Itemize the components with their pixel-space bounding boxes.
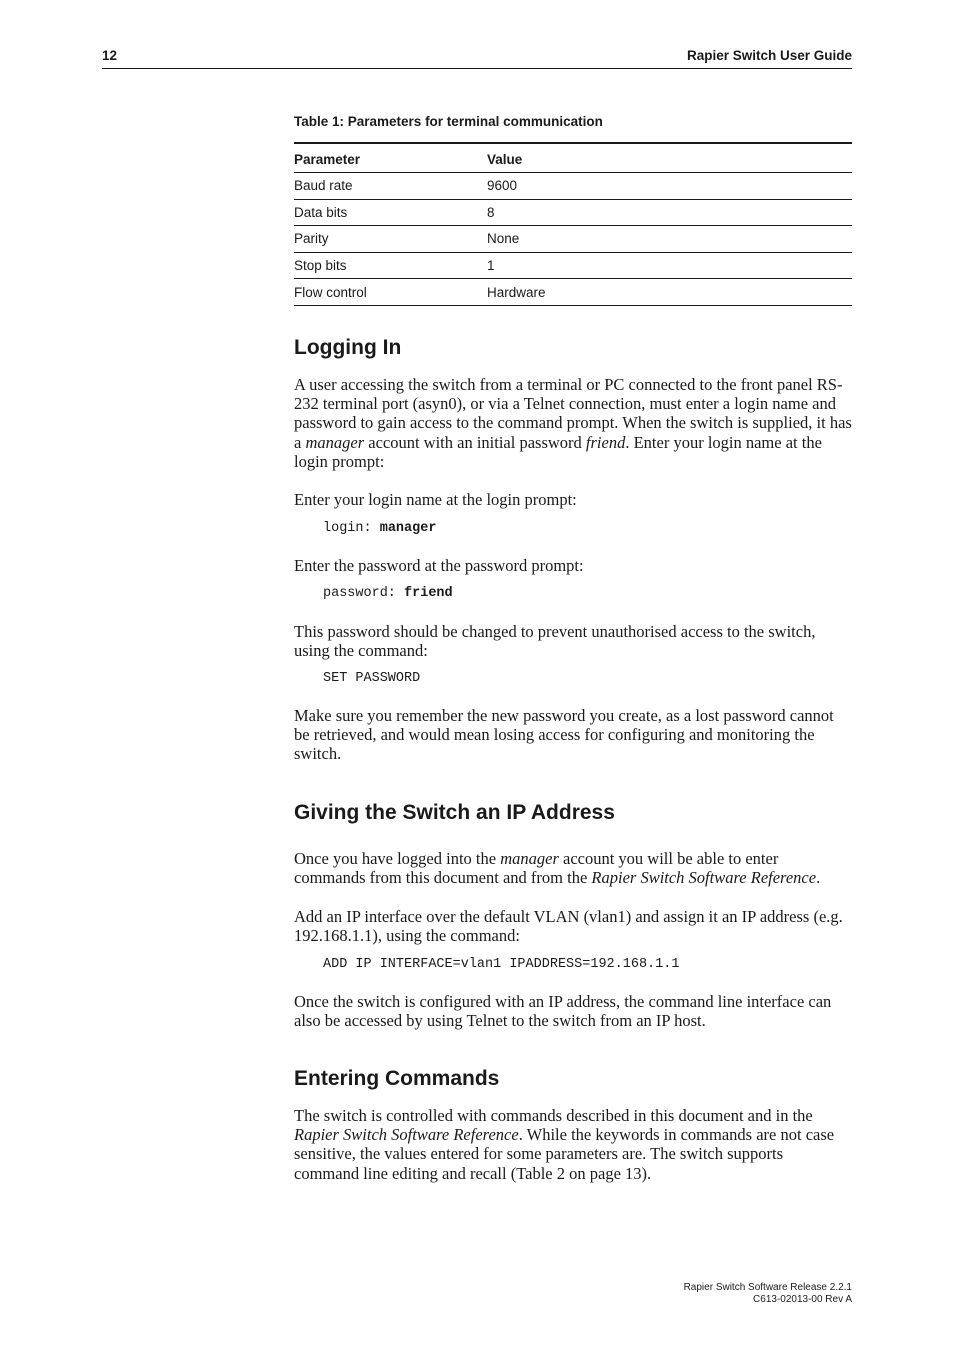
footer-release: Rapier Switch Software Release 2.2.1 — [683, 1282, 852, 1293]
section-heading-logging-in: Logging In — [294, 336, 402, 359]
table-row — [294, 199, 852, 226]
table-cell: Parity — [294, 226, 487, 253]
remember-password-paragraph: Make sure you remember the new password you create, as a lost password cannot be retrieved, and would mean losing access for configuring and monitoring the switch. — [294, 706, 834, 764]
table-cell: 1 — [487, 252, 852, 279]
table-header-row — [294, 143, 852, 173]
table-cell: Baud rate — [294, 173, 487, 200]
page-number: 12 — [102, 48, 118, 63]
login-code-block: login: manager — [323, 521, 437, 536]
page-header — [102, 48, 852, 69]
table-cell: None — [487, 226, 852, 253]
table-row — [294, 173, 852, 200]
add-ip-code-block: ADD IP INTERFACE=vlan1 IPADDRESS=192.168.1.1 — [323, 957, 680, 972]
table-row — [294, 252, 852, 279]
section-heading-entering-commands: Entering Commands — [294, 1067, 500, 1090]
page-footer — [684, 1282, 852, 1306]
telnet-paragraph: Once the switch is configured with an IP address, the command line interface can also be accessed by using Telnet to the switch from an IP host. — [294, 992, 832, 1031]
table-row — [294, 279, 852, 306]
table-cell: Flow control — [294, 279, 487, 306]
ip-interface-paragraph: Add an IP interface over the default VLAN (vlan1) and assign it an IP address (e.g. 192.168.1.1), using the command: — [294, 907, 843, 946]
set-password-code-block: SET PASSWORD — [323, 671, 421, 686]
running-title: Rapier Switch User Guide — [686, 48, 852, 63]
table-cell: 8 — [487, 199, 852, 226]
login-instruction: Enter your login name at the login prompt: — [294, 490, 577, 509]
entering-commands-paragraph: The switch is controlled with commands described in this document and in the Rapier Switch Software Reference. While the keywords in commands are not case sensitive, the values entered for some parameters are. The switch supports command line editing and recall (Table 2 on page 13). — [294, 1106, 835, 1183]
parameters-table — [294, 142, 852, 306]
table-cell: 9600 — [487, 173, 852, 200]
table-cell: Stop bits — [294, 252, 487, 279]
table-cell: Hardware — [487, 279, 852, 306]
password-instruction: Enter the password at the password prompt: — [294, 556, 584, 575]
password-code-block: password: friend — [323, 586, 453, 601]
table-row — [294, 226, 852, 253]
logging-in-intro-paragraph: A user accessing the switch from a terminal or PC connected to the front panel RS-232 terminal port (asyn0), or via a Telnet connection, must enter a login name and password to gain access to the command prompt. When the switch is supplied, it has a manager account with an initial password friend. Enter your login name at the login prompt: — [294, 375, 852, 471]
column-header-value: Value — [487, 143, 852, 173]
table-cell: Data bits — [294, 199, 487, 226]
section-heading-ip-address: Giving the Switch an IP Address — [294, 801, 615, 824]
column-header-parameter: Parameter — [294, 143, 487, 173]
change-password-paragraph: This password should be changed to prevent unauthorised access to the switch, using the command: — [294, 622, 816, 661]
footer-doc-number: C613-02013-00 Rev A — [753, 1294, 852, 1305]
table-caption: Table 1: Parameters for terminal communication — [294, 114, 603, 129]
ip-intro-paragraph: Once you have logged into the manager account you will be able to enter commands from this document and from the Rapier Switch Software Reference. — [294, 849, 821, 888]
